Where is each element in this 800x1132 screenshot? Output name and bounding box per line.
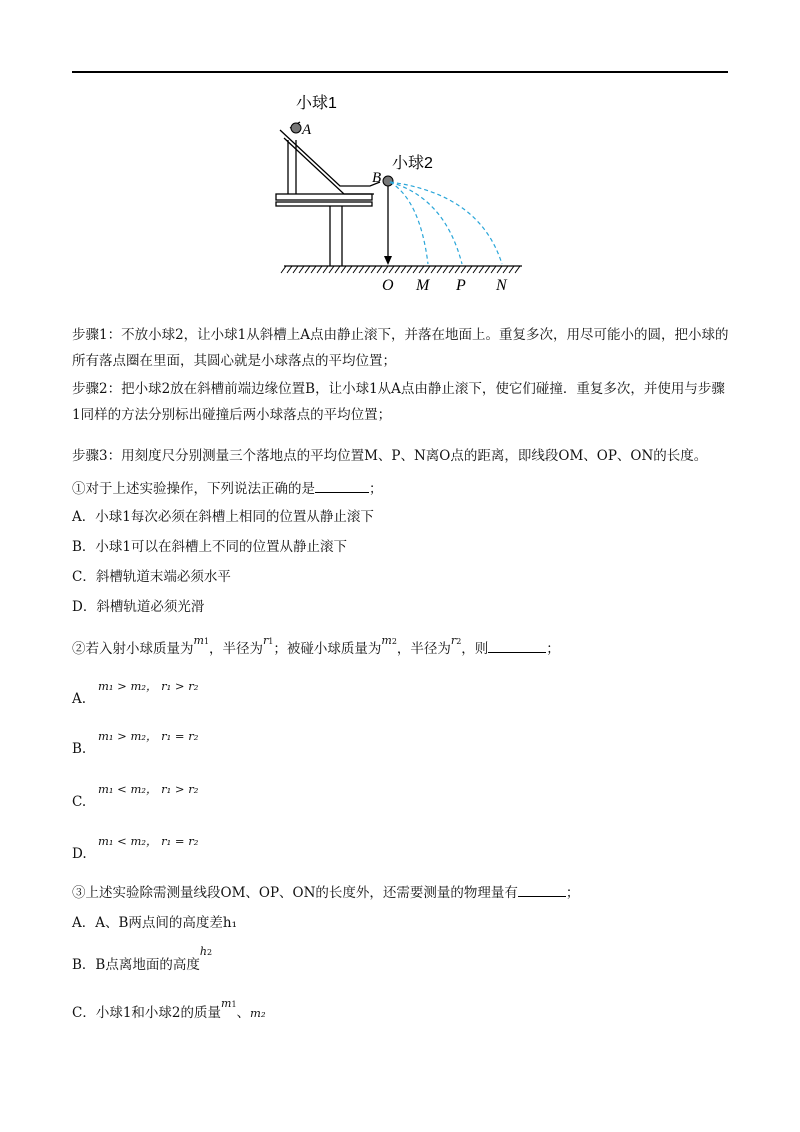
experiment-figure — [270, 90, 530, 300]
step-2: 步骤2：把小球2放在斜槽前端边缘位置B，让小球1从A点由静止滚下，使它们碰撞．重复多次，并使用与步骤1同样的方法分别标出碰撞后两小球落点的平均位置； — [72, 381, 725, 423]
q3-option-c-text: C．小球1和小球2的质量 — [72, 1005, 222, 1021]
ball-2 — [383, 176, 393, 186]
q1-option-c: C．斜槽轨道末端必须水平 — [72, 569, 231, 585]
ball1-label: 小球1 — [296, 95, 337, 112]
q2-m1: m1 — [193, 634, 210, 647]
q2-stem-part: ，半径为 — [396, 641, 451, 657]
step-1: 步骤1：不放小球2，让小球1从斜槽上A点由静止滚下，并落在地面上。重复多次，用尽可能小的圆，把小球的所有落点圈在里面，其圆心就是小球落点的平均位置； — [72, 327, 729, 369]
q2-option-a-math: m₁ > m₂， r₁ > r₂ — [98, 679, 199, 693]
q2-option-c-radius: r₁ > r₂ — [161, 782, 199, 796]
ground-label-o: O — [382, 277, 394, 294]
q3-option-b — [72, 945, 213, 976]
q1-stem-tail: ； — [369, 481, 383, 497]
q2-m2: m2 — [381, 634, 397, 647]
q2-option-b-mass: m₁ > m₂ — [98, 729, 146, 743]
q3-option-b-text: B．B点离地面的高度 — [72, 957, 200, 973]
table — [276, 122, 380, 266]
q1-option-b: B．小球1可以在斜槽上不同的位置从静止滚下 — [72, 539, 348, 555]
q2-option-b-letter: B. — [72, 741, 87, 757]
point-a-label: A — [302, 122, 312, 138]
q2-option-d-math: m₁ < m₂， r₁ = r₂ — [98, 834, 199, 848]
q3-h2: h2 — [199, 945, 213, 958]
q2-stem-part: ，半径为 — [209, 641, 264, 657]
ground-label-m: M — [416, 277, 430, 294]
q2-r1: r1 — [263, 634, 274, 647]
q3-stem-text: ③上述实验除需测量线段OM、OP、ON的长度外，还需要测量的物理量有 — [72, 885, 518, 901]
ball2-label: 小球2 — [392, 155, 433, 172]
q1-option-a: A．小球1每次必须在斜槽上相同的位置从静止滚下 — [72, 509, 374, 525]
q3-option-c-sep: 、 — [236, 1005, 251, 1021]
q1-option-d: D．斜槽轨道必须光滑 — [72, 599, 205, 615]
q2-option-c-math: m₁ < m₂， r₁ > r₂ — [98, 782, 199, 796]
q2-option-b — [72, 740, 86, 758]
q2-option-d-radius: r₁ = r₂ — [161, 834, 199, 848]
q2-option-a-mass: m₁ > m₂ — [98, 679, 146, 693]
q3-stem — [72, 884, 579, 902]
q1-answer-blank[interactable] — [315, 492, 369, 493]
ground-label-n: N — [496, 277, 507, 294]
ground-label-p: P — [456, 277, 466, 294]
q3-option-c — [72, 997, 266, 1024]
q3-m1: m1 — [221, 997, 237, 1010]
q2-option-c — [72, 793, 86, 811]
q2-option-a — [72, 690, 86, 708]
header-rule — [72, 71, 728, 73]
q2-stem-part: ②若入射小球质量为 — [72, 641, 194, 657]
q2-stem-part: ，则 — [461, 641, 489, 657]
q2-option-c-mass: m₁ < m₂ — [98, 782, 146, 796]
q3-stem-tail: ； — [565, 885, 580, 901]
q2-stem-tail: ； — [546, 641, 560, 657]
point-b-label: B — [372, 170, 382, 186]
q1-stem — [72, 480, 383, 498]
q2-option-d-letter: D. — [72, 846, 87, 862]
q2-option-b-radius: r₁ = r₂ — [161, 729, 199, 743]
q3-m2: m₂ — [250, 1006, 266, 1020]
q3-answer-blank[interactable] — [518, 896, 566, 897]
q2-option-d — [72, 845, 87, 863]
q1-stem-text: ①对于上述实验操作，下列说法正确的是 — [72, 481, 315, 497]
q2-r2: r2 — [450, 634, 462, 647]
q2-option-a-radius: r₁ > r₂ — [161, 679, 199, 693]
q2-option-b-math: m₁ > m₂， r₁ = r₂ — [98, 729, 199, 743]
q2-answer-blank[interactable] — [488, 652, 546, 653]
q2-option-c-letter: C. — [72, 794, 87, 810]
step-3: 步骤3：用刻度尺分别测量三个落地点的平均位置M、P、N离O点的距离，即线段OM、OP、ON的长度。 — [72, 448, 708, 464]
q2-stem-part: ；被碰小球质量为 — [273, 641, 382, 657]
q3-option-a: A．A、B两点间的高度差h₁ — [72, 915, 238, 931]
ball-1 — [291, 123, 301, 133]
q2-stem — [72, 634, 560, 660]
q2-option-d-mass: m₁ < m₂ — [98, 834, 146, 848]
q2-option-a-letter: A. — [72, 691, 87, 707]
